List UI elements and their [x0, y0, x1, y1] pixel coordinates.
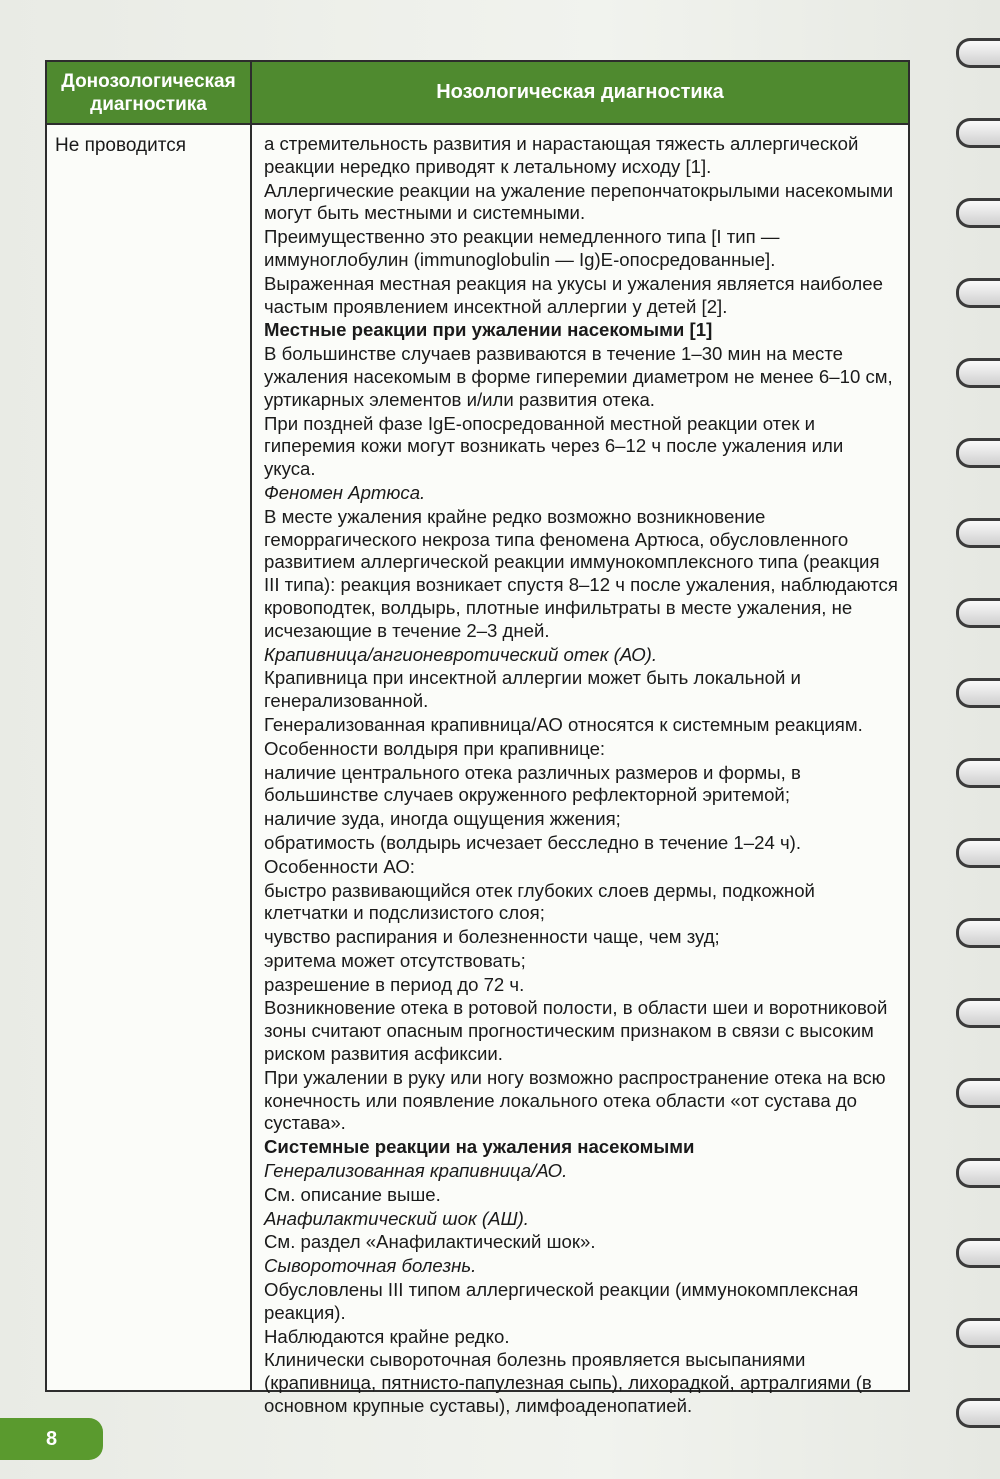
text-line: Феномен Артюса.: [264, 481, 426, 503]
spiral-coil: [956, 38, 1000, 68]
text-line: См. раздел «Анафилактический шок».: [264, 1231, 596, 1253]
spiral-coil: [956, 438, 1000, 468]
text-line: В месте ужаления крайне редко возможно возникновение геморрагического некроза типа феномена Артюса, обусловленного развитием аллергической реакции иммунокомплексного типа (реакция III типа): реакция возникает спустя 8–12 ч после ужаления, наблюдаются кровоподтек, волдырь, плотные инфильтраты в месте ужаления, не исчезающие в течение 2–3 дней.: [264, 505, 898, 641]
header-prenosological: Донозологическая диагностика: [47, 62, 252, 123]
cell-nosological: [252, 125, 908, 1417]
text-line: Возникновение отека в ротовой полости, в области шеи и воротниковой зоны считают опасным прогностическим признаком в связи с высоким риском развития асфиксии.: [264, 997, 888, 1065]
spiral-coil: [956, 1398, 1000, 1428]
text-line: Сывороточная болезнь.: [264, 1255, 477, 1277]
text-line: чувство распирания и болезненности чаще, чем зуд;: [264, 926, 720, 948]
spiral-coil: [956, 678, 1000, 708]
text-line: Системные реакции на ужаления насекомыми: [264, 1136, 695, 1158]
table-header: [47, 62, 908, 125]
spiral-coil: [956, 1158, 1000, 1188]
text-line: Особенности АО:: [264, 855, 415, 877]
text-line: Крапивница при инсектной аллергии может быть локальной и генерализованной.: [264, 667, 801, 712]
page-number: 8: [0, 1418, 103, 1460]
spiral-coil: [956, 278, 1000, 308]
header-nosological: Нозологическая диагностика: [436, 81, 724, 103]
text-line: Наблюдаются крайне редко.: [264, 1325, 510, 1347]
text-line: наличие зуда, иногда ощущения жжения;: [264, 808, 621, 830]
text-line: При ужалении в руку или ногу возможно распространение отека на всю конечность или появление локального отека области «от сустава до сустава».: [264, 1066, 886, 1134]
text-line: Местные реакции при ужалении насекомыми [1]: [264, 319, 713, 341]
text-line: Крапивница/ангионевротический отек (АО).: [264, 643, 658, 665]
text-line: быстро развивающийся отек глубоких слоев дермы, подкожной клетчатки и подслизистого слоя;: [264, 879, 815, 924]
spiral-coil: [956, 118, 1000, 148]
text-line: Преимущественно это реакции немедленного типа [I тип — иммуноглобулин (immunoglobulin — Ig)E-опосредованные].: [264, 226, 780, 270]
text-line: Анафилактический шок (АШ).: [264, 1207, 529, 1229]
diagnostics-table: [45, 60, 910, 1417]
text-line: разрешение в период до 72 ч.: [264, 973, 525, 995]
text-line: В большинстве случаев развиваются в течение 1–30 мин на месте ужаления насекомым в форме гиперемии диаметром не менее 6–10 см, уртикарных элементов и/или развития отека.: [264, 343, 893, 410]
table-row: [47, 125, 908, 1417]
spiral-coil: [956, 838, 1000, 868]
spiral-coil: [956, 1318, 1000, 1348]
text-line: Особенности волдыря при крапивнице:: [264, 737, 606, 759]
text-line: Клинически сывороточная болезнь проявляется высыпаниями (крапивница, пятнисто-папулезная сыпь), лихорадкой, артралгиями (в основном крупные суставы), лимфоаденопатией.: [264, 1349, 872, 1417]
spiral-coil: [956, 758, 1000, 788]
spiral-coil: [956, 198, 1000, 228]
text-line: Выраженная местная реакция на укусы и ужаления является наиболее частым проявлением инсектной аллергии у детей [2].: [264, 272, 883, 317]
text-line: наличие центрального отека различных размеров и формы, в большинстве случаев окруженного рефлекторной эритемой;: [264, 761, 801, 806]
text-line: а стремительность развития и нарастающая тяжесть аллергической реакции нередко приводят к летальному исходу [1].: [264, 133, 859, 177]
spiral-coil: [956, 998, 1000, 1028]
cell-prenosological: Не проводится: [47, 125, 252, 1390]
text-line: Генерализованная крапивница/АО относятся к системным реакциям.: [264, 713, 863, 735]
spiral-coil: [956, 918, 1000, 948]
spiral-coil: [956, 1078, 1000, 1108]
spiral-coil: [956, 598, 1000, 628]
text-line: обратимость (волдырь исчезает бесследно в течение 1–24 ч).: [264, 831, 801, 853]
spiral-coil: [956, 358, 1000, 388]
text-line: См. описание выше.: [264, 1183, 441, 1205]
text-line: Обусловлены III типом аллергической реакции (иммунокомплексная реакция).: [264, 1279, 859, 1323]
text-line: При поздней фазе IgE-опосредованной местной реакции отек и гиперемия кожи могут возникать через 6–12 ч после ужаления или укуса.: [264, 412, 844, 480]
spiral-coil: [956, 1238, 1000, 1268]
text-line: Генерализованная крапивница/АО.: [264, 1160, 568, 1182]
spiral-coil: [956, 518, 1000, 548]
text-line: Аллергические реакции на ужаление перепончатокрылыми насекомыми могут быть местными и системными.: [264, 179, 894, 224]
spiral-binding: [952, 0, 1000, 1479]
text-line: эритема может отсутствовать;: [264, 949, 526, 971]
